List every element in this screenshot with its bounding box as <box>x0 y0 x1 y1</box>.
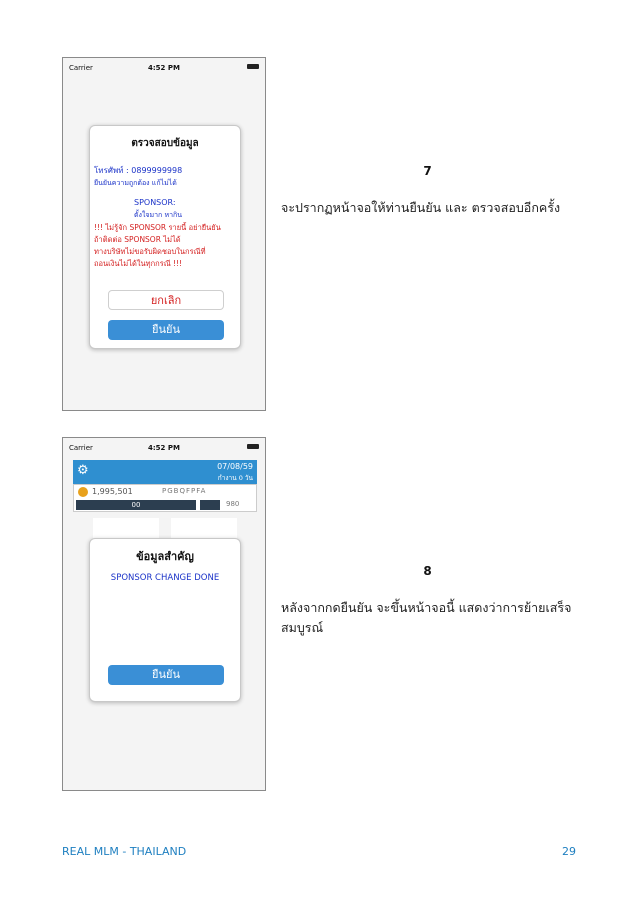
coin-icon <box>78 487 88 497</box>
progress-bar <box>76 500 196 510</box>
step-description: จะปรากฏหน้าจอให้ท่านยืนยัน และ ตรวจสอบอีกครั้ง <box>281 200 561 215</box>
menu-tile[interactable] <box>171 518 237 540</box>
battery-icon <box>247 64 259 69</box>
step-description-line: สมบูรณ์ <box>281 620 324 635</box>
carrier-label: Carrier <box>69 444 93 452</box>
balance-value: 1,995,501 <box>92 487 133 496</box>
points-value: 980 <box>226 500 240 508</box>
member-code: PGBQFPFA <box>162 487 207 495</box>
gear-icon[interactable]: ⚙ <box>77 463 89 478</box>
phone-line: โทรศัพท์ : 0899999998 <box>94 166 183 175</box>
step-description-line: หลังจากกดยืนยัน จะขึ้นหน้าจอนี้ แสดงว่าการย้ายเสร็จ <box>281 600 572 615</box>
menu-tiles <box>93 518 239 540</box>
warning-line: ถอนเงินไม่ได้ในทุกกรณี !!! <box>94 259 183 268</box>
dialog-title: ตรวจสอบข้อมูล <box>131 138 199 149</box>
app-header <box>73 460 257 484</box>
status-time: 4:52 PM <box>148 64 180 72</box>
carrier-label: Carrier <box>69 64 93 72</box>
screenshot-confirm-dialog <box>62 57 266 411</box>
sponsor-label: SPONSOR: <box>134 198 176 207</box>
menu-tile[interactable] <box>93 518 159 540</box>
confirm-line: ยืนยันความถูกต้อง แก้ไม่ได้ <box>94 179 177 187</box>
header-date: 07/08/59 <box>217 462 253 471</box>
footer-brand: REAL MLM - THAILAND <box>62 845 187 858</box>
dialog-title: ข้อมูลสำคัญ <box>136 550 194 563</box>
warning-line: ถ้าติดต่อ SPONSOR ไม่ได้ <box>94 235 181 244</box>
header-remaining: กำงาน 0 วัน <box>217 474 253 482</box>
confirm-button[interactable]: ยืนยัน <box>108 665 224 685</box>
warning-line: ทางบริษัทไม่ขอรับผิดชอบในกรณีที่ <box>94 247 206 256</box>
warning-line: !!! ไม่รู้จัก SPONSOR รายนี้ อย่ายืนยัน <box>94 223 221 232</box>
battery-icon <box>247 444 259 449</box>
info-dialog <box>89 538 241 702</box>
sponsor-value: ตั้งใจมาก หากิน <box>134 211 183 219</box>
screenshot-success-dialog <box>62 437 266 791</box>
cancel-button[interactable]: ยกเลิก <box>108 290 224 310</box>
account-card <box>73 484 257 512</box>
points-icon <box>200 500 220 510</box>
progress-value: 00 <box>131 501 141 509</box>
confirm-button[interactable]: ยืนยัน <box>108 320 224 340</box>
status-time: 4:52 PM <box>148 444 180 452</box>
dialog-message: SPONSOR CHANGE DONE <box>110 573 220 583</box>
step-description <box>281 598 581 638</box>
verify-dialog <box>89 125 241 349</box>
status-bar <box>63 58 265 78</box>
page-number: 29 <box>562 845 576 858</box>
status-bar <box>63 438 265 458</box>
step-number: 8 <box>423 564 432 578</box>
step-number: 7 <box>423 164 432 178</box>
